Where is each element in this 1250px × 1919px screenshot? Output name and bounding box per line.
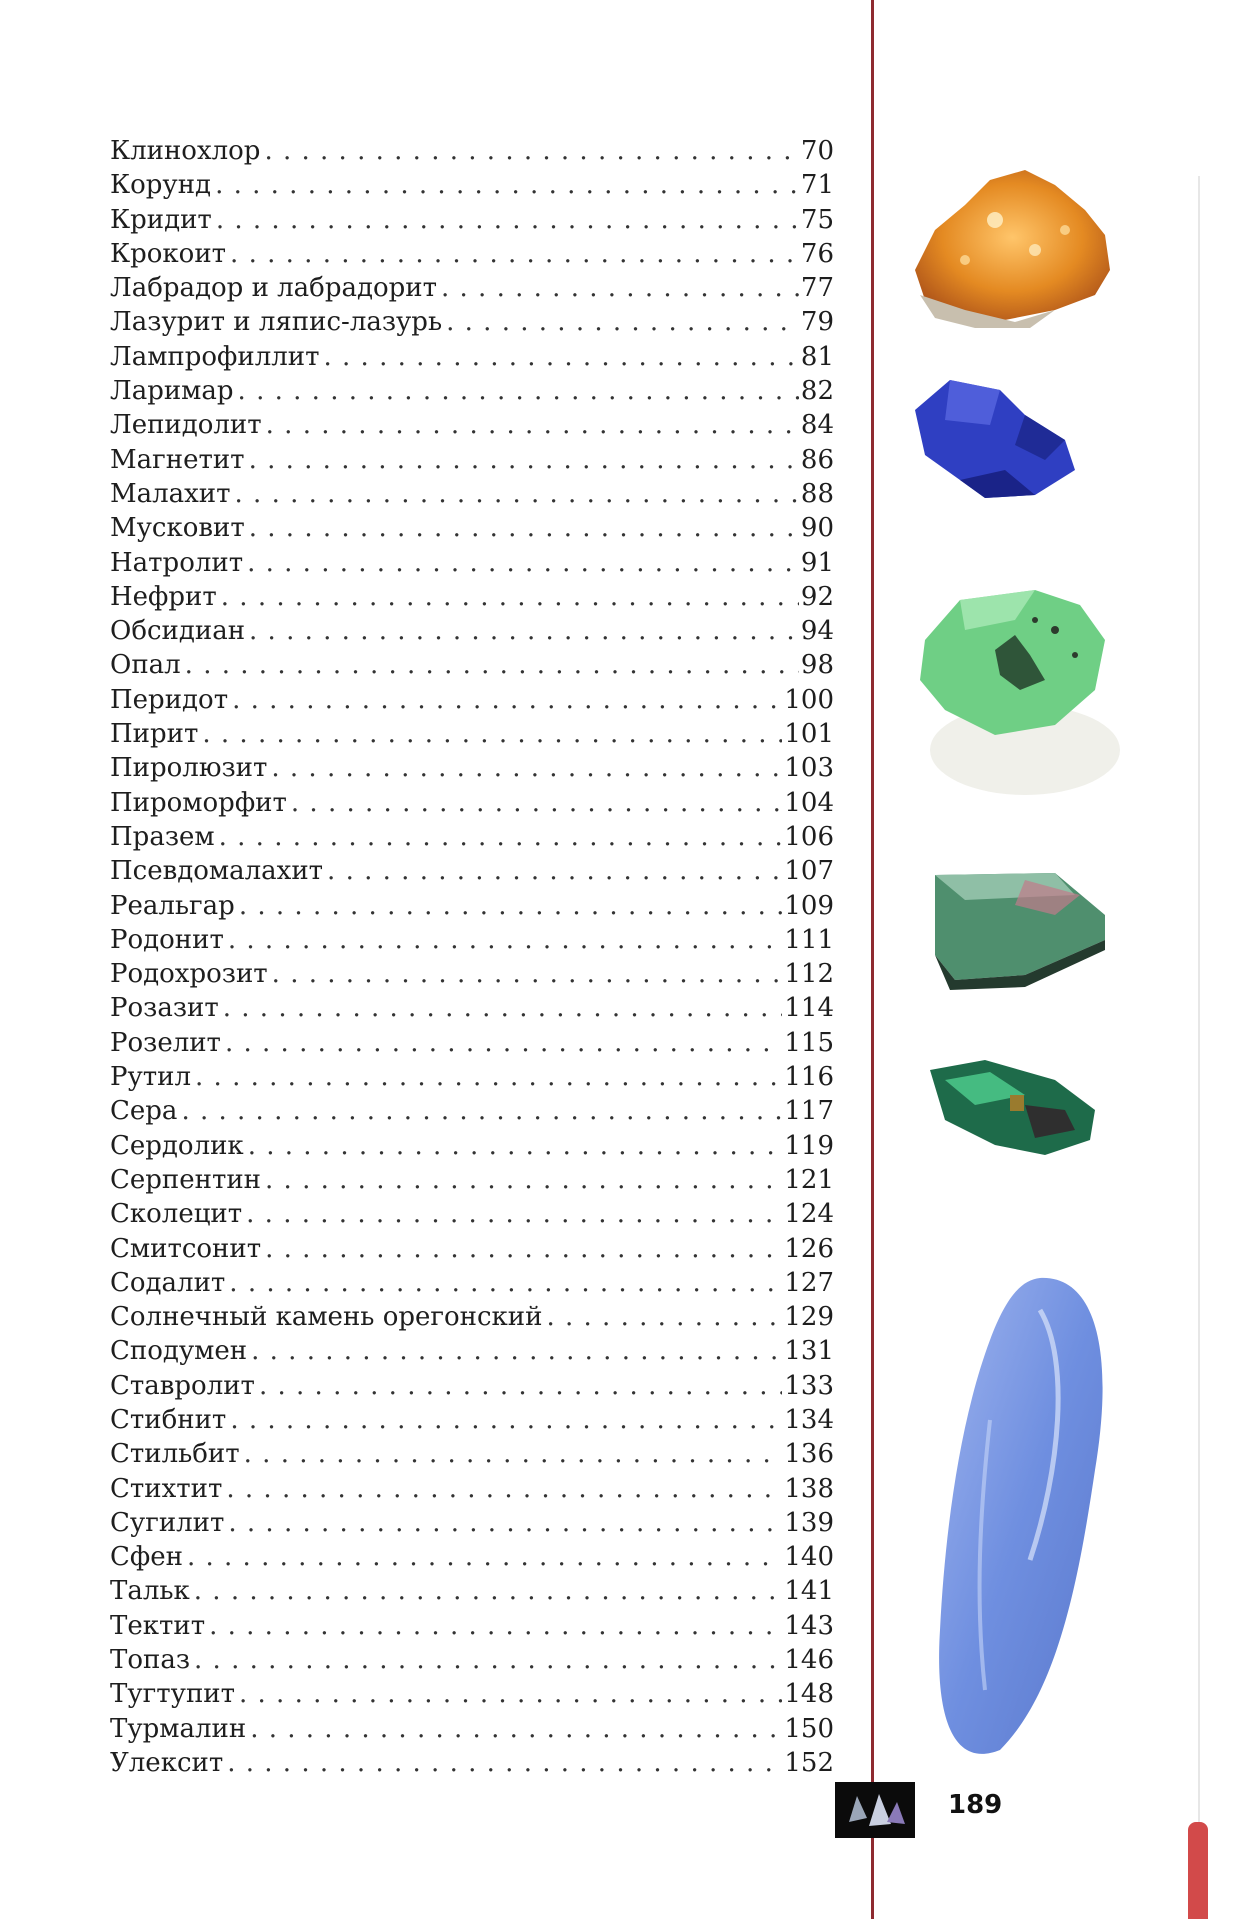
toc-entry-page: 138	[784, 1473, 834, 1504]
toc-entry-name: Серпентин	[110, 1164, 262, 1195]
toc-entry	[110, 648, 834, 682]
toc-entry-name: Обсидиан	[110, 616, 246, 647]
toc-dot-leader	[249, 443, 799, 477]
toc-dot-leader	[219, 820, 783, 854]
toc-entry	[110, 1574, 834, 1608]
toc-entry-name: Сподумен	[110, 1336, 248, 1367]
toc-entry-page: 98	[800, 650, 834, 681]
toc-dot-leader	[291, 786, 782, 820]
toc-entry-page: 92	[800, 581, 834, 612]
toc-entry-name: Лабрадор и лабрадорит	[110, 273, 437, 304]
toc-dot-leader	[327, 854, 782, 888]
footer-thumbnail-image	[835, 1782, 915, 1838]
toc-entry	[110, 820, 834, 854]
toc-dot-leader	[202, 717, 782, 751]
toc-entry-page: 124	[784, 1199, 834, 1230]
toc-entry	[110, 683, 834, 717]
toc-entry	[110, 1472, 834, 1506]
toc-entry-page: 117	[784, 1096, 834, 1127]
toc-entry-name: Тектит	[110, 1610, 206, 1641]
toc-dot-leader	[228, 1506, 782, 1540]
toc-dot-leader	[244, 1437, 783, 1471]
toc-entry	[110, 1163, 834, 1197]
red-divider-line	[871, 0, 874, 1919]
toc-entry	[110, 751, 834, 785]
toc-dot-leader	[265, 1163, 782, 1197]
toc-entry-name: Родонит	[110, 924, 224, 955]
toc-entry-name: Лампрофиллит	[110, 341, 320, 372]
toc-entry-name: Пироморфит	[110, 787, 287, 818]
toc-entry-name: Нефрит	[110, 581, 217, 612]
toc-entry-name: Крокоит	[110, 238, 227, 269]
toc-dot-leader	[230, 1403, 782, 1437]
toc-entry-name: Розелит	[110, 1027, 221, 1058]
toc-entry-name: Празем	[110, 821, 215, 852]
toc-entry	[110, 546, 834, 580]
toc-dot-leader	[226, 1472, 782, 1506]
toc-dot-leader	[265, 1232, 782, 1266]
toc-entry-page: 141	[784, 1576, 834, 1607]
toc-entry-name: Сердолик	[110, 1130, 244, 1161]
agate-slab-image	[905, 855, 1125, 995]
toc-entry	[110, 1506, 834, 1540]
toc-entry-page: 103	[784, 753, 834, 784]
toc-dot-leader	[251, 1334, 782, 1368]
toc-entry-name: Сугилит	[110, 1507, 225, 1538]
toc-entry-page: 119	[784, 1130, 834, 1161]
toc-dot-leader	[232, 683, 782, 717]
toc-entry-page: 86	[800, 444, 834, 475]
citrine-cluster-image	[905, 160, 1125, 330]
toc-entry	[110, 1026, 834, 1060]
toc-entry	[110, 1060, 834, 1094]
table-of-contents	[110, 134, 834, 1780]
toc-entry	[110, 305, 834, 339]
toc-entry	[110, 408, 834, 442]
toc-dot-leader	[266, 408, 799, 442]
toc-entry-name: Малахит	[110, 478, 231, 509]
toc-entry-page: 136	[784, 1439, 834, 1470]
toc-dot-leader	[246, 1197, 782, 1231]
toc-entry-name: Пирит	[110, 719, 199, 750]
toc-entry-name: Лазурит и ляпис-лазурь	[110, 307, 443, 338]
toc-entry	[110, 237, 834, 271]
toc-entry-page: 115	[784, 1027, 834, 1058]
toc-entry	[110, 786, 834, 820]
toc-entry-name: Сколецит	[110, 1199, 243, 1230]
toc-dot-leader	[215, 168, 799, 202]
toc-entry	[110, 203, 834, 237]
toc-entry-page: 134	[784, 1404, 834, 1435]
toc-entry-name: Рутил	[110, 1062, 192, 1093]
toc-entry-page: 121	[784, 1164, 834, 1195]
toc-dot-leader	[239, 889, 783, 923]
toc-entry	[110, 1300, 834, 1334]
toc-entry-page: 81	[800, 341, 834, 372]
toc-entry	[110, 614, 834, 648]
toc-dot-leader	[323, 340, 798, 374]
toc-entry	[110, 889, 834, 923]
chrysoprase-stone-image	[905, 560, 1125, 800]
toc-entry	[110, 1129, 834, 1163]
lapis-lazuli-image	[905, 370, 1085, 510]
toc-entry-page: 127	[784, 1267, 834, 1298]
toc-dot-leader	[228, 923, 783, 957]
toc-entry	[110, 1232, 834, 1266]
toc-entry	[110, 443, 834, 477]
toc-entry-page: 129	[784, 1302, 834, 1333]
toc-entry	[110, 854, 834, 888]
toc-dot-leader	[227, 1746, 782, 1780]
toc-entry-page: 148	[784, 1679, 834, 1710]
toc-entry-page: 150	[784, 1713, 834, 1744]
toc-entry	[110, 1266, 834, 1300]
toc-entry-page: 79	[800, 307, 834, 338]
toc-entry-name: Стибнит	[110, 1404, 227, 1435]
toc-entry-page: 77	[800, 273, 834, 304]
toc-entry-page: 75	[800, 204, 834, 235]
emerald-crystal-image	[915, 1050, 1115, 1170]
toc-entry-name: Содалит	[110, 1267, 226, 1298]
toc-entry-page: 114	[784, 993, 834, 1024]
toc-entry-name: Топаз	[110, 1645, 191, 1676]
toc-dot-leader	[229, 1266, 782, 1300]
toc-entry-page: 76	[800, 238, 834, 269]
toc-entry-page: 133	[784, 1370, 834, 1401]
toc-entry	[110, 1094, 834, 1128]
toc-dot-leader	[249, 511, 799, 545]
toc-entry-page: 143	[784, 1610, 834, 1641]
toc-entry	[110, 271, 834, 305]
toc-entry-page: 152	[784, 1747, 834, 1778]
toc-entry-page: 140	[784, 1542, 834, 1573]
toc-entry-name: Тугтупит	[110, 1679, 235, 1710]
toc-entry	[110, 957, 834, 991]
toc-entry-page: 139	[784, 1507, 834, 1538]
toc-entry-page: 71	[800, 170, 834, 201]
toc-entry	[110, 717, 834, 751]
toc-entry-name: Реальгар	[110, 890, 235, 921]
toc-dot-leader	[446, 305, 799, 339]
toc-entry	[110, 374, 834, 408]
toc-dot-leader	[247, 546, 799, 580]
toc-dot-leader	[250, 1712, 782, 1746]
toc-entry	[110, 511, 834, 545]
toc-entry	[110, 1403, 834, 1437]
toc-entry-page: 100	[784, 684, 834, 715]
toc-entry-page: 84	[800, 410, 834, 441]
toc-entry-page: 111	[784, 924, 834, 955]
toc-dot-leader	[441, 271, 799, 305]
toc-entry	[110, 168, 834, 202]
toc-entry-page: 107	[784, 856, 834, 887]
toc-entry-name: Корунд	[110, 170, 212, 201]
toc-entry	[110, 1437, 834, 1471]
toc-dot-leader	[187, 1540, 782, 1574]
toc-entry-page: 104	[784, 787, 834, 818]
toc-entry	[110, 1197, 834, 1231]
toc-dot-leader	[249, 614, 799, 648]
toc-entry-page: 146	[784, 1645, 834, 1676]
toc-entry-name: Магнетит	[110, 444, 245, 475]
toc-entry-name: Стихтит	[110, 1473, 223, 1504]
toc-entry-name: Кридит	[110, 204, 212, 235]
toc-entry-name: Псевдомалахит	[110, 856, 324, 887]
toc-entry-name: Пиролюзит	[110, 753, 268, 784]
toc-entry	[110, 1609, 834, 1643]
toc-entry	[110, 477, 834, 511]
toc-dot-leader	[221, 580, 799, 614]
toc-dot-leader	[259, 1369, 782, 1403]
toc-entry-name: Турмалин	[110, 1713, 247, 1744]
toc-entry	[110, 1677, 834, 1711]
toc-entry-page: 88	[800, 478, 834, 509]
toc-entry-name: Ставролит	[110, 1370, 255, 1401]
page-number: 189	[948, 1790, 1003, 1820]
toc-entry	[110, 923, 834, 957]
toc-entry-page: 109	[784, 890, 834, 921]
toc-dot-leader	[271, 751, 782, 785]
toc-entry-name: Улексит	[110, 1747, 224, 1778]
toc-entry-name: Солнечный камень орегонский	[110, 1302, 543, 1333]
toc-entry-page: 91	[800, 547, 834, 578]
toc-entry	[110, 1334, 834, 1368]
toc-entry-page: 116	[784, 1062, 834, 1093]
toc-dot-leader	[216, 203, 799, 237]
toc-dot-leader	[272, 957, 783, 991]
toc-dot-leader	[546, 1300, 782, 1334]
toc-entry	[110, 1712, 834, 1746]
toc-entry-name: Розазит	[110, 993, 219, 1024]
toc-entry-name: Опал	[110, 650, 181, 681]
toc-entry	[110, 340, 834, 374]
toc-entry-name: Перидот	[110, 684, 229, 715]
toc-dot-leader	[230, 237, 799, 271]
toc-dot-leader	[181, 1094, 782, 1128]
toc-dot-leader	[264, 134, 798, 168]
page-edge-line	[1198, 176, 1200, 1846]
toc-entry-name: Сера	[110, 1096, 178, 1127]
toc-entry-page: 70	[800, 136, 834, 166]
toc-dot-leader	[225, 1026, 782, 1060]
toc-entry-name: Клинохлор	[110, 136, 261, 166]
toc-dot-leader	[238, 374, 799, 408]
toc-entry-name: Смитсонит	[110, 1233, 262, 1264]
toc-entry-name: Сфен	[110, 1542, 183, 1573]
toc-entry	[110, 1746, 834, 1780]
toc-dot-leader	[195, 1060, 782, 1094]
toc-entry-page: 106	[784, 821, 834, 852]
toc-entry	[110, 1540, 834, 1574]
toc-dot-leader	[185, 648, 799, 682]
toc-entry-page: 126	[784, 1233, 834, 1264]
toc-dot-leader	[194, 1643, 782, 1677]
red-edge-tab	[1188, 1822, 1208, 1919]
toc-dot-leader	[194, 1574, 783, 1608]
toc-entry	[110, 1369, 834, 1403]
toc-entry	[110, 580, 834, 614]
toc-entry-page: 131	[784, 1336, 834, 1367]
toc-dot-leader	[223, 991, 783, 1025]
toc-dot-leader	[209, 1609, 782, 1643]
toc-entry-name: Мусковит	[110, 513, 245, 544]
blue-chalcedony-image	[920, 1270, 1120, 1770]
toc-entry-name: Натролит	[110, 547, 244, 578]
toc-entry-page: 82	[800, 376, 834, 407]
toc-entry-name: Ларимар	[110, 376, 234, 407]
toc-dot-leader	[248, 1129, 783, 1163]
toc-entry-page: 101	[784, 719, 834, 750]
toc-entry	[110, 991, 834, 1025]
toc-dot-leader	[239, 1677, 782, 1711]
toc-entry-name: Родохрозит	[110, 959, 268, 990]
toc-entry-name: Лепидолит	[110, 410, 262, 441]
toc-entry-name: Стильбит	[110, 1439, 240, 1470]
toc-dot-leader	[235, 477, 799, 511]
toc-entry	[110, 1643, 834, 1677]
toc-entry	[110, 134, 834, 168]
toc-entry-page: 90	[800, 513, 834, 544]
toc-entry-page: 112	[784, 959, 834, 990]
toc-entry-name: Тальк	[110, 1576, 190, 1607]
toc-entry-page: 94	[800, 616, 834, 647]
